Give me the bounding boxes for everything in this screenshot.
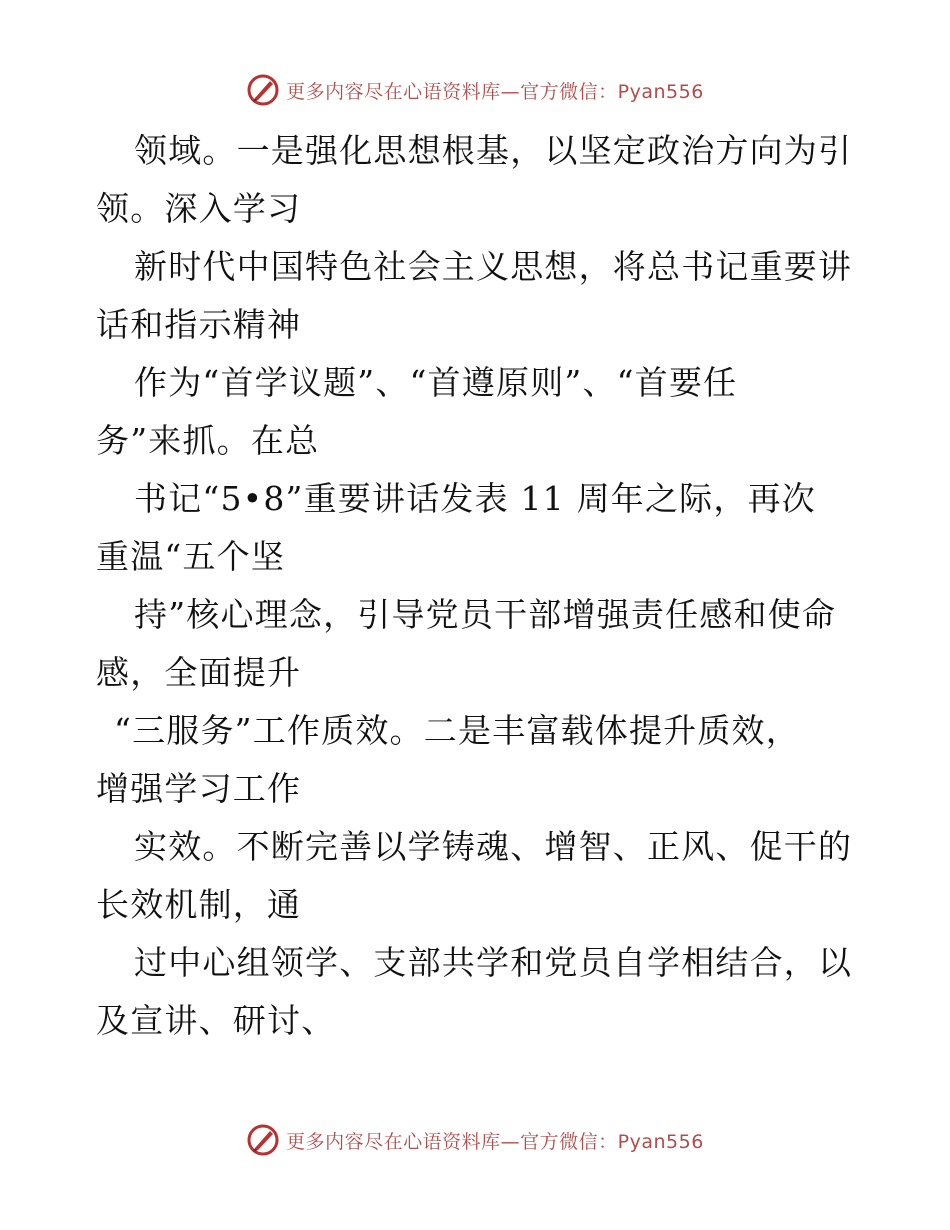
text-line: 作为“首学议题”、“首遵原则”、“首要任: [134, 363, 738, 402]
text-line: 领域。一是强化思想根基，以坚定政治方向为引: [134, 131, 853, 170]
text-line: 及宣讲、研讨、: [96, 1001, 336, 1040]
header-banner-content: [246, 73, 704, 107]
text-line: 感，全面提升: [96, 653, 302, 692]
text-line: 重温“五个坚: [96, 537, 286, 576]
text-line: 书记“5•8”重要讲话发表 11 周年之际，再次: [134, 479, 816, 518]
header-banner-text: 更多内容尽在心语资料库—官方微信：Pyan556: [286, 80, 704, 103]
text-line: 增强学习工作: [96, 769, 302, 808]
text-line: 务”来抓。在总: [96, 421, 320, 460]
footer-banner-text: 更多内容尽在心语资料库—官方微信：Pyan556: [286, 1130, 704, 1153]
text-line: 持”核心理念，引导党员干部增强责任感和使命: [134, 595, 837, 634]
text-line: 话和指示精神: [96, 305, 302, 344]
text-line: 过中心组领学、支部共学和党员自学相结合，以: [134, 943, 853, 982]
text-line: 长效机制，通: [96, 885, 302, 924]
text-line: 实效。不断完善以学铸魂、增智、正风、促干的: [134, 827, 853, 866]
footer-banner: [0, 1120, 950, 1160]
header-banner: [0, 70, 950, 110]
document-body: [96, 122, 856, 1050]
footer-banner-content: [246, 1123, 704, 1157]
text-line: “三服务”工作质效。二是丰富载体提升质效，: [114, 711, 800, 750]
quill-logo-icon: [246, 73, 280, 107]
text-line: 领。深入学习: [96, 189, 302, 228]
text-line: 新时代中国特色社会主义思想，将总书记重要讲: [134, 247, 853, 286]
quill-logo-icon: [246, 1123, 280, 1157]
